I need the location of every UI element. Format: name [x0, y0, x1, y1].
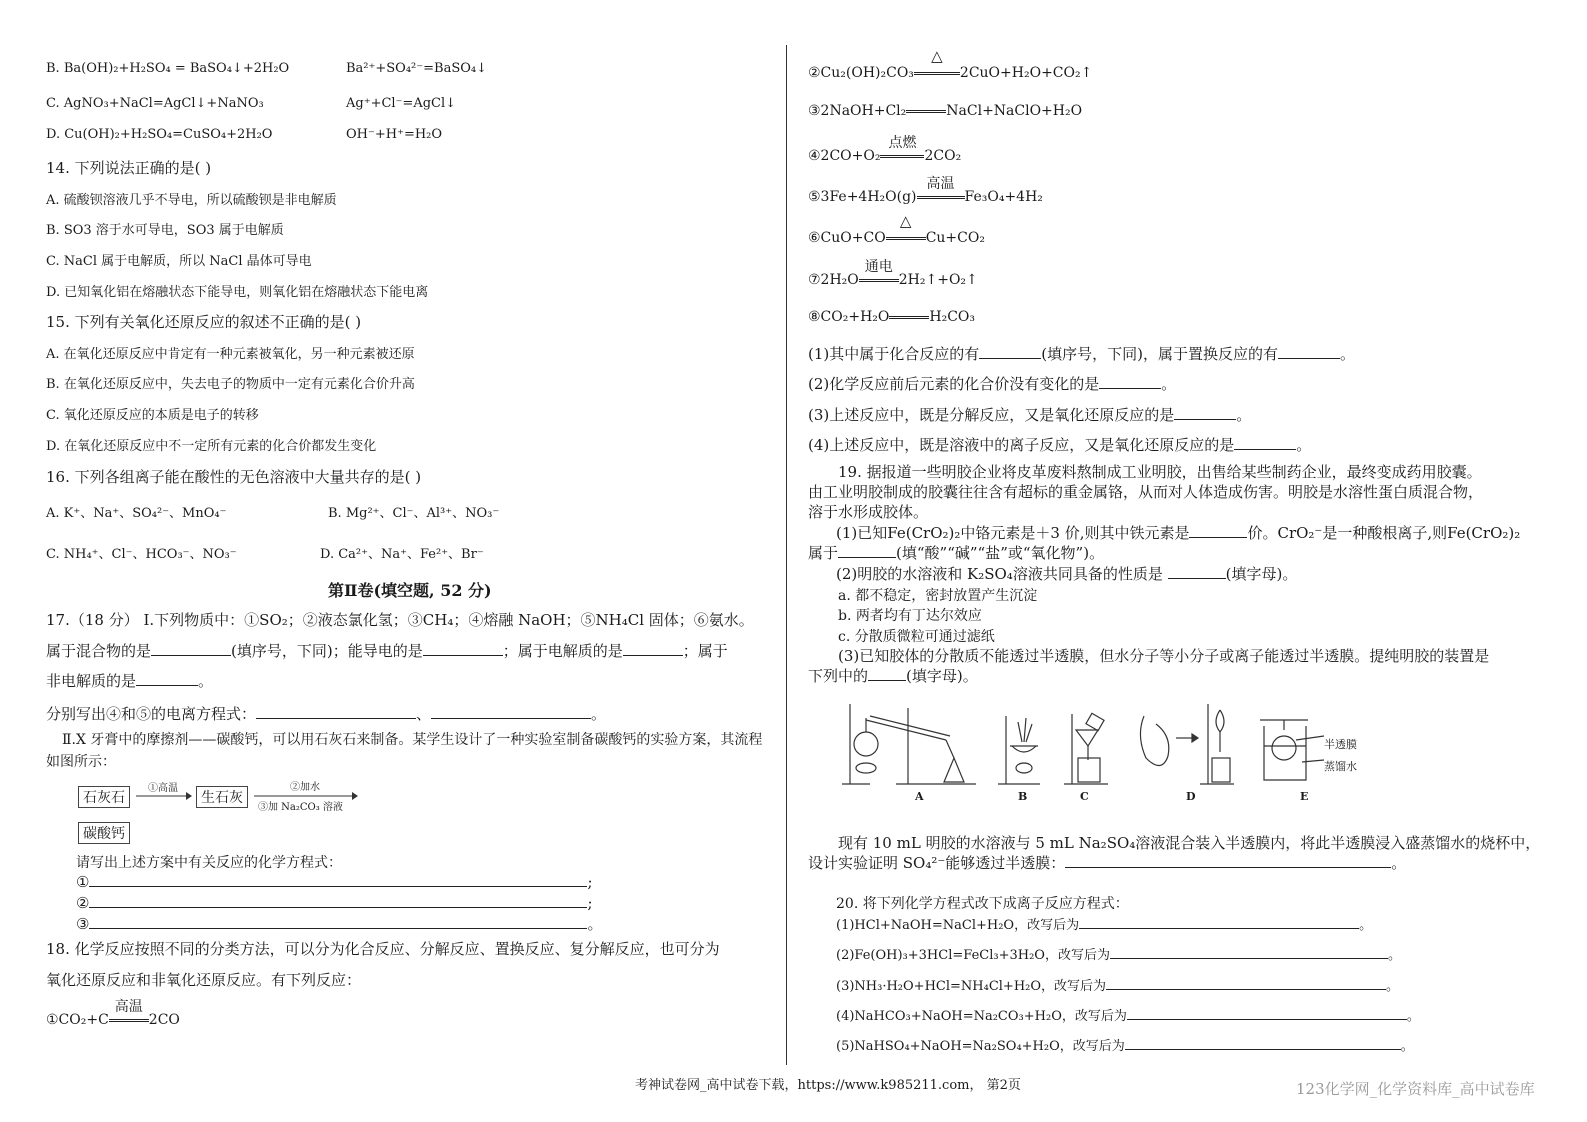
q17-blank-electrolyte[interactable] [623, 641, 683, 656]
q20-item-1: (1)HCl+NaOH=NaCl+H₂O，改写后为 。 [836, 914, 1372, 933]
q17-line1: 17.（18 分） Ⅰ.下列物质中：①SO₂；②液态氯化氢；③CH₄；④熔融 NaOH；⑤NH₄Cl 固体；⑥氨水。 [46, 611, 754, 629]
q13-option-c-ion: Ag⁺+Cl⁻=AgCl↓ [346, 96, 457, 111]
q19-line6: (2)明胶的水溶液和 K₂SO₄溶液共同具备的性质是 (填字母)。 [836, 565, 1298, 583]
q19-option-b: b. 两者均有丁达尔效应 [838, 608, 982, 624]
q17-part2-intro-2: 如图所示： [46, 754, 116, 770]
reaction-4: ④2CO+O₂ 点燃 2CO₂ [808, 148, 961, 164]
q17-blank-ionization-4[interactable] [256, 704, 416, 719]
q18-sub-1: (1)其中属于化合反应的有 (填序号，下同)，属于置换反应的有 。 [808, 345, 1355, 363]
q14-option-b: B. SO3 溶于水可导电，SO3 属于电解质 [46, 223, 284, 238]
q16-option-b: B. Mg²⁺、Cl⁻、Al³⁺、NO₃⁻ [328, 506, 500, 521]
reaction-condition: 通电 [864, 259, 893, 275]
q19-blank-property[interactable] [1168, 564, 1226, 579]
q16-option-a: A. K⁺、Na⁺、SO₄²⁻、MnO₄⁻ [46, 506, 227, 521]
q14-option-a: A. 硫酸钡溶液几乎不导电，所以硫酸钡是非电解质 [46, 193, 337, 208]
q19-line4: (1)已知Fe(CrO₂)₂中铬元素是＋3 价,则其中铁元素是 价。CrO₂⁻是一种酸根离子,则Fe(CrO₂)₂ [836, 524, 1521, 542]
reaction-condition: 高温 [926, 176, 955, 192]
q13-option-b: B. Ba(OH)₂+H₂SO₄ = BaSO₄↓+2H₂O [46, 61, 290, 76]
q18-blank-decomposition-redox[interactable] [1174, 405, 1236, 420]
flow-box-quicklime: 生石灰 [196, 786, 248, 808]
q17-blank-ionization-5[interactable] [431, 704, 591, 719]
q20-blank-3[interactable] [1106, 975, 1386, 990]
figure-label-d: D [1186, 790, 1196, 803]
q17-eq-blank-2: ② ; [76, 894, 593, 912]
column-divider [786, 45, 787, 1065]
q17-blank-conductive[interactable] [423, 641, 503, 656]
apparatus-b-evaporation [998, 716, 1040, 784]
q19-line3: 溶于水形成胶体。 [808, 503, 929, 521]
q17-eq-input-1[interactable] [89, 872, 587, 887]
q17-eq-blank-1: ① ; [76, 873, 593, 891]
q19-line5: 属于 (填“酸”“碱”“盐”或“氧化物”)。 [808, 544, 1105, 562]
q20-blank-4[interactable] [1127, 1005, 1407, 1020]
figure-label-b: B [1018, 790, 1028, 803]
flow-arrow1 [136, 791, 192, 801]
q19-line2: 由工业明胶制成的胶囊往往含有超标的重金属铬，从而对人体造成伤害。明胶是水溶性蛋白质混合物， [808, 483, 1484, 501]
reaction-3: ③2NaOH+Cl₂ NaCl+NaClO+H₂O [808, 103, 1083, 119]
section-2-title: 第Ⅱ卷(填空题, 52 分) [328, 581, 492, 600]
q18-blank-displacement[interactable] [1278, 344, 1340, 359]
q15-stem: 15. 下列有关氧化还原反应的叙述不正确的是( ) [46, 313, 362, 331]
q19-blank-category[interactable] [838, 543, 896, 558]
q19-line1: 19. 据报道一些明胶企业将皮革废料熬制成工业明胶，出售给某些制药企业，最终变成药用胶囊。 [838, 463, 1482, 481]
q13-option-d-ion: OH⁻+H⁺=H₂O [346, 127, 443, 142]
q18-reaction-1: ①CO₂+C 高温 2CO [46, 1012, 180, 1028]
apparatus-figure [836, 696, 1356, 806]
watermark: 123化学网_化学资料库_高中试卷库 [1296, 1080, 1535, 1098]
q14-option-d: D. 已知氧化铝在熔融状态下能导电，则氧化铝在熔融状态下能电离 [46, 285, 429, 300]
reaction-6: ⑥CuO+CO △ Cu+CO₂ [808, 212, 985, 246]
reaction-condition: 高温 [114, 999, 143, 1015]
q13-option-d: D. Cu(OH)₂+H₂SO₄=CuSO₄+2H₂O [46, 127, 273, 142]
q14-option-c: C. NaCl 属于电解质，所以 NaCl 晶体可导电 [46, 254, 312, 269]
figure-label-c: C [1080, 790, 1089, 803]
reaction-condition: 点燃 [888, 135, 917, 151]
q20-item-3: (3)NH₃·H₂O+HCl=NH₄Cl+H₂O，改写后为 。 [836, 975, 1399, 994]
flow-box-calcium-carbonate: 碳酸钙 [78, 822, 130, 844]
q19-blank-iron-valence[interactable] [1189, 523, 1247, 538]
q18-blank-no-valence-change[interactable] [1099, 374, 1161, 389]
q19-line8: 下列中的 (填字母)。 [808, 667, 978, 685]
reaction-5: ⑤3Fe+4H₂O(g) 高温 Fe₃O₄+4H₂ [808, 189, 1043, 205]
apparatus-d-separatory [1140, 704, 1234, 784]
q18-line1: 18. 化学反应按照不同的分类方法，可以分为化合反应、分解反应、置换反应、复分解反应，也可分为 [46, 940, 720, 958]
q20-item-4: (4)NaHCO₃+NaOH=Na₂CO₃+H₂O，改写后为 。 [836, 1005, 1420, 1024]
q19-option-c: c. 分散质微粒可通过滤纸 [838, 629, 995, 645]
q20-blank-2[interactable] [1110, 944, 1388, 959]
q17-line3: 非电解质的是 。 [46, 672, 214, 690]
q17-blank-mixture[interactable] [151, 641, 231, 656]
figure-label-a: A [915, 790, 924, 803]
q17-part2-intro: Ⅱ.X 牙膏中的摩擦剂——碳酸钙，可以用石灰石来制备。某学生设计了一种实验室制备碳酸钙的实验方案，其流程 [62, 732, 763, 748]
reaction-8: ⑧CO₂+H₂O H₂CO₃ [808, 309, 976, 325]
flow-arrow1-label: ①高温 [148, 783, 178, 794]
q20-stem: 20. 将下列化学方程式改下成离子反应方程式： [836, 896, 1129, 912]
q19-blank-experiment[interactable] [1065, 853, 1391, 868]
q13-option-b-ion: Ba²⁺+SO₄²⁻=BaSO₄↓ [346, 61, 487, 76]
q18-line2: 氧化还原反应和非氧化还原反应。有下列反应： [46, 971, 362, 989]
figure-label-e: E [1300, 790, 1309, 803]
q17-write-equations: 请写出上述方案中有关反应的化学方程式： [76, 855, 342, 871]
flow-arrow2-label-bottom: ③加 Na₂CO₃ 溶液 [258, 802, 343, 813]
q19-line7: (3)已知胶体的分散质不能透过半透膜，但水分子等小分子或离子能透过半透膜。提纯明胶的装置是 [838, 647, 1490, 665]
q18-sub-2: (2)化学反应前后元素的化合价没有变化的是 。 [808, 375, 1177, 393]
reaction-condition: △ [931, 47, 943, 65]
q18-blank-combination[interactable] [979, 344, 1041, 359]
q17-line4: 分别写出④和⑤的电离方程式： 、 。 [46, 705, 607, 723]
q17-line2: 属于混合物的是 (填序号，下同)；能导电的是 ；属于电解质的是 ；属于 [46, 642, 728, 660]
q17-eq-input-3[interactable] [89, 914, 587, 929]
q13-option-c: C. AgNO₃+NaCl=AgCl↓+NaNO₃ [46, 96, 264, 111]
reaction-2: ②Cu₂(OH)₂CO₃ △ 2CuO+H₂O+CO₂↑ [808, 47, 1093, 81]
q20-item-5: (5)NaHSO₄+NaOH=Na₂SO₄+H₂O，改写后为 。 [836, 1035, 1414, 1054]
q19-blank-apparatus[interactable] [868, 666, 906, 681]
page-footer: 考神试卷网_高中试卷下载，https://www.k985211.com， 第2页 [635, 1078, 1021, 1093]
q20-blank-5[interactable] [1125, 1035, 1401, 1050]
q17-eq-input-2[interactable] [89, 893, 587, 908]
flow-arrow2-label-top: ②加水 [290, 782, 320, 793]
q16-stem: 16. 下列各组离子能在酸性的无色溶液中大量共存的是( ) [46, 468, 422, 486]
reaction-7: ⑦2H₂O 通电 2H₂↑+O₂↑ [808, 272, 978, 288]
figure-label-distilled-water: 蒸馏水 [1324, 760, 1357, 773]
q14-stem: 14. 下列说法正确的是( ) [46, 159, 212, 177]
q19-line9: 现有 10 mL 明胶的水溶液与 5 mL Na₂SO₄溶液混合装入半透膜内，将此半透膜浸入盛蒸馏水的烧杯中， [838, 834, 1541, 852]
apparatus-c-filtration [1064, 713, 1108, 784]
q15-option-c: C. 氧化还原反应的本质是电子的转移 [46, 408, 259, 423]
q18-blank-ionic-redox[interactable] [1234, 435, 1296, 450]
q19-line10: 设计实验证明 SO₄²⁻能够透过半透膜： 。 [808, 854, 1407, 872]
q18-sub-4: (4)上述反应中，既是溶液中的离子反应，又是氧化还原反应的是 。 [808, 436, 1312, 454]
q16-option-d: D. Ca²⁺、Na⁺、Fe²⁺、Br⁻ [320, 547, 484, 562]
q18-sub-3: (3)上述反应中，既是分解反应，又是氧化还原反应的是 。 [808, 406, 1252, 424]
q17-blank-nonelectrolyte[interactable] [136, 671, 198, 686]
q16-option-c: C. NH₄⁺、Cl⁻、HCO₃⁻、NO₃⁻ [46, 547, 237, 562]
q15-option-a: A. 在氧化还原反应中肯定有一种元素被氧化，另一种元素被还原 [46, 347, 415, 362]
q20-item-2: (2)Fe(OH)₃+3HCl=FeCl₃+3H₂O，改写后为 。 [836, 944, 1401, 963]
flow-box-limestone: 石灰石 [78, 786, 130, 808]
q15-option-b: B. 在氧化还原反应中，失去电子的物质中一定有元素化合价升高 [46, 377, 415, 392]
figure-label-membrane: 半透膜 [1324, 738, 1357, 751]
q19-option-a: a. 都不稳定，密封放置产生沉淀 [838, 588, 1038, 604]
q15-option-d: D. 在氧化还原反应中不一定所有元素的化合价都发生变化 [46, 439, 377, 454]
apparatus-a-distillation [842, 704, 976, 784]
q17-eq-blank-3: ③ 。 [76, 915, 603, 933]
apparatus-e-dialysis [1260, 720, 1324, 780]
q20-blank-1[interactable] [1079, 914, 1359, 929]
reaction-condition: △ [899, 212, 912, 230]
